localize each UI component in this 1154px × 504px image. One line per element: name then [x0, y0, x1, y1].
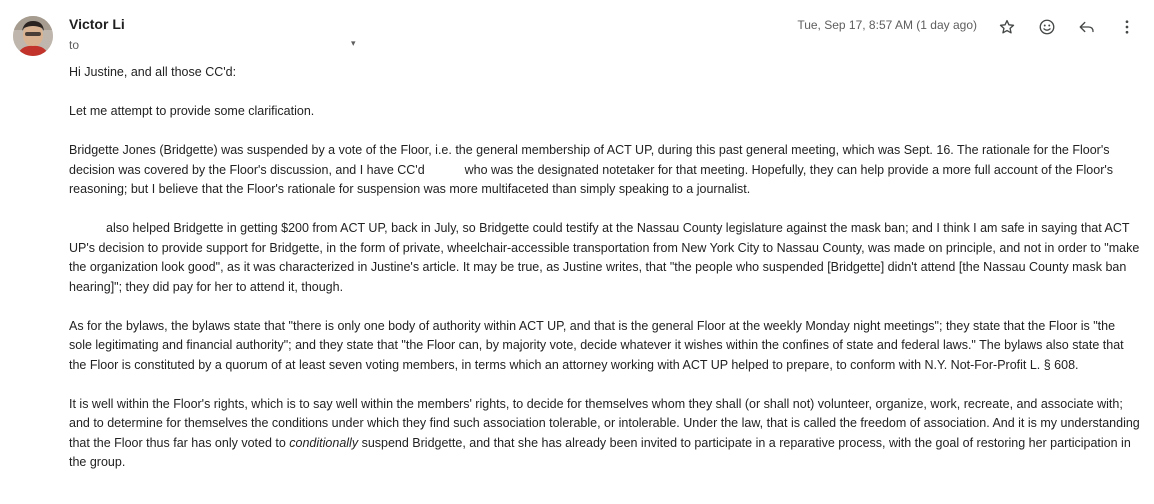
paragraph-clarification: Let me attempt to provide some clarification. [69, 104, 315, 118]
recipients-line[interactable] [69, 38, 79, 52]
sender-name: Victor Li [69, 16, 125, 32]
greeting: Hi Justine, and all those CC'd: [69, 65, 237, 79]
more-vert-icon [1118, 18, 1136, 36]
reply-button[interactable] [1073, 14, 1101, 40]
email-body [69, 63, 1141, 492]
message-actions [993, 14, 1141, 40]
paragraph-funding-text: also helped Bridgette in getting $200 from ACT UP, back in July, so Bridgette could testify at the Nassau County legislature against the mask ban; and I think I am safe in saying that ACT UP's decision to provide support for Bridgette, in the form of private, wheelchair-accessible transportation from New York City to Nassau County, was made on principle, and not in order to "make the organization look good", as it was characterized in Justine's article. It may be true, as Justine writes, that "the people who suspended [Bridgette] didn't attend [the Nassau County mask ban hearing]"; they did pay for her to attend it, though. [69, 221, 1140, 294]
paragraph-funding [69, 219, 1141, 297]
email-date: Tue, Sep 17, 8:57 AM (1 day ago) [797, 18, 977, 32]
paragraph-suspension [69, 141, 1141, 200]
emoji-icon [1038, 18, 1056, 36]
more-options-button[interactable] [1113, 14, 1141, 40]
paragraph-rights-part1: It is well within the Floor's rights, which is to say well within the members' rights, to decide for themselves whom they shall (or shall not) volunteer, organize, work, recreate, and associate with; and to determine for themselves the conditions under which they find such association tolerable, or intolerable. Under the law, that is called the freedom of association. And it is my understanding that the Floor thus far has only voted to [69, 396, 1140, 450]
paragraph-rights [69, 395, 1141, 473]
emphasis-conditionally: conditionally [289, 435, 359, 450]
paragraph-rights-part2: suspend Bridgette, and that she has already been invited to participate in a reparative process, with the goal of restoring her participation in the group. [69, 435, 1131, 469]
add-reaction-button[interactable] [1033, 14, 1061, 40]
recipients-dropdown-icon[interactable]: ▾ [351, 38, 356, 48]
paragraph-suspension-part2: who was the designated notetaker for that meeting. Hopefully, they can help provide a more full account of the Floor's reasoning; but I believe that the Floor's rationale for suspension was more multifaceted than simply speaking to a journalist. [69, 162, 1114, 196]
paragraph-bylaws: As for the bylaws, the bylaws state that "there is only one body of authority within ACT UP, and that is the general Floor at the weekly Monday night meetings"; they state that the Floor is "the sole legitimating and financial authority"; and they state that "the Floor can, by majority vote, decide whatever it wishes within the confines of state and federal laws." The bylaws also state that the Floor is constituted by a quorum of at least seven voting members, in terms which an attorney working with ACT UP helped to prepare, to conform with N.Y. Not-For-Profit L. § 608. [69, 318, 1124, 372]
star-button[interactable] [993, 14, 1021, 40]
reply-icon [1078, 18, 1096, 36]
to-label: to [69, 38, 80, 52]
avatar-photo [13, 16, 53, 56]
avatar[interactable] [13, 16, 53, 56]
star-icon [998, 18, 1016, 36]
paragraph-suspension-part1: Bridgette Jones (Bridgette) was suspended by a vote of the Floor, i.e. the general membership of ACT UP, during this past general meeting, which was Sept. 16. The rationale for the Floor's decision was covered by the Floor's discussion, and I have CC'd [69, 143, 1110, 177]
